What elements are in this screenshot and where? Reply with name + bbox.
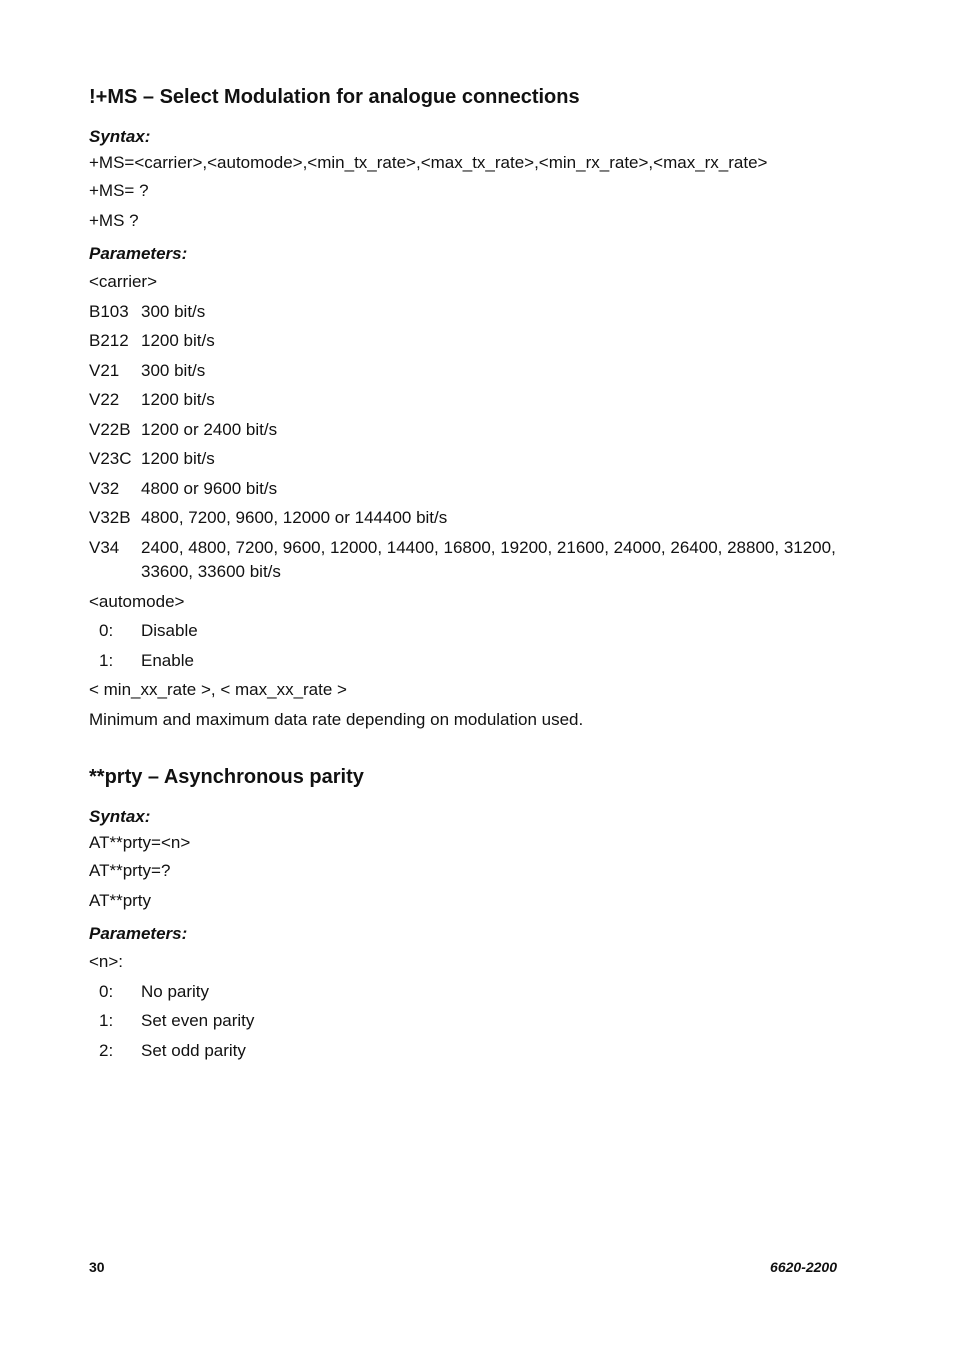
carrier-code: V23C — [89, 449, 132, 468]
carrier-code: V22B — [89, 419, 131, 439]
syntax-label: Syntax: — [89, 127, 151, 146]
syntax-line: AT**prty=? — [89, 861, 171, 880]
carrier-row — [89, 503, 849, 533]
parity-code: 1: — [99, 1011, 114, 1030]
rate-description: Minimum and maximum data rate depending on modulation used. — [89, 709, 584, 729]
automode-row — [89, 616, 849, 646]
carrier-row — [89, 356, 849, 386]
carrier-row — [89, 385, 849, 415]
carrier-code: B103 — [89, 301, 129, 321]
carrier-row — [89, 297, 849, 327]
carrier-desc: 1200 bit/s — [141, 390, 215, 409]
rate-label: < min_xx_rate >, < max_xx_rate > — [89, 680, 347, 699]
carrier-desc: 300 bit/s — [141, 360, 206, 380]
carrier-desc: 4800, 7200, 9600, 12000 or 144400 bit/s — [141, 508, 448, 527]
document-number: 6620-2200 — [770, 1259, 837, 1275]
page-content — [89, 84, 849, 1065]
parity-list — [89, 977, 849, 1066]
section-prty — [89, 764, 849, 1065]
page-number: 30 — [89, 1259, 105, 1275]
parity-row — [89, 1006, 849, 1036]
automode-desc: Disable — [141, 621, 198, 640]
syntax-line: +MS= ? — [89, 181, 149, 200]
syntax-line: AT**prty — [89, 890, 152, 910]
carrier-code: B212 — [89, 331, 129, 350]
parity-desc: Set even parity — [141, 1011, 255, 1030]
parity-code: 2: — [99, 1040, 114, 1060]
automode-list — [89, 616, 849, 675]
carrier-code: V22 — [89, 390, 120, 409]
section-title-ms: !+MS – Select Modulation for analogue connections — [89, 86, 580, 108]
automode-desc: Enable — [141, 650, 194, 670]
parity-code: 0: — [99, 981, 114, 1001]
carrier-code: V32B — [89, 508, 131, 527]
parameters-label: Parameters: — [89, 244, 188, 263]
carrier-code: V21 — [89, 360, 120, 380]
automode-code: 0: — [99, 621, 114, 640]
carrier-row — [89, 474, 849, 504]
parity-row — [89, 977, 849, 1007]
syntax-line: +MS=<carrier>,<automode>,<min_tx_rate>,<max_tx_rate>,<min_rx_rate>,<max_rx_rate> — [89, 153, 768, 172]
carrier-code: V32 — [89, 478, 120, 498]
carrier-label: <carrier> — [89, 272, 158, 291]
carrier-desc: 1200 or 2400 bit/s — [141, 419, 278, 439]
carrier-row — [89, 326, 849, 356]
carrier-code: V34 — [89, 537, 120, 557]
parameters-label: Parameters: — [89, 924, 188, 943]
parity-row — [89, 1036, 849, 1066]
carrier-row — [89, 415, 849, 445]
carrier-row — [89, 444, 849, 474]
carrier-desc: 300 bit/s — [141, 301, 206, 321]
carrier-desc: 1200 bit/s — [141, 331, 215, 350]
n-label: <n>: — [89, 952, 124, 971]
carrier-list — [89, 297, 849, 587]
carrier-desc: 2400, 4800, 7200, 9600, 12000, 14400, 16800, 19200, 21600, 24000, 26400, 28800, 31200, 33600, 33600 bit/s — [141, 537, 836, 581]
syntax-list — [89, 830, 849, 915]
section-title-prty: **prty – Asynchronous parity — [89, 766, 364, 788]
syntax-label: Syntax: — [89, 807, 151, 826]
parity-desc: No parity — [141, 981, 210, 1001]
syntax-line: AT**prty=<n> — [89, 833, 191, 852]
syntax-line: +MS ? — [89, 210, 139, 230]
carrier-desc: 4800 or 9600 bit/s — [141, 478, 278, 498]
syntax-list — [89, 150, 849, 235]
automode-row — [89, 646, 849, 676]
carrier-row — [89, 533, 849, 587]
carrier-desc: 1200 bit/s — [141, 449, 215, 468]
parity-desc: Set odd parity — [141, 1040, 246, 1060]
automode-code: 1: — [99, 650, 114, 670]
automode-label: <automode> — [89, 591, 185, 611]
page-footer — [89, 1259, 837, 1275]
